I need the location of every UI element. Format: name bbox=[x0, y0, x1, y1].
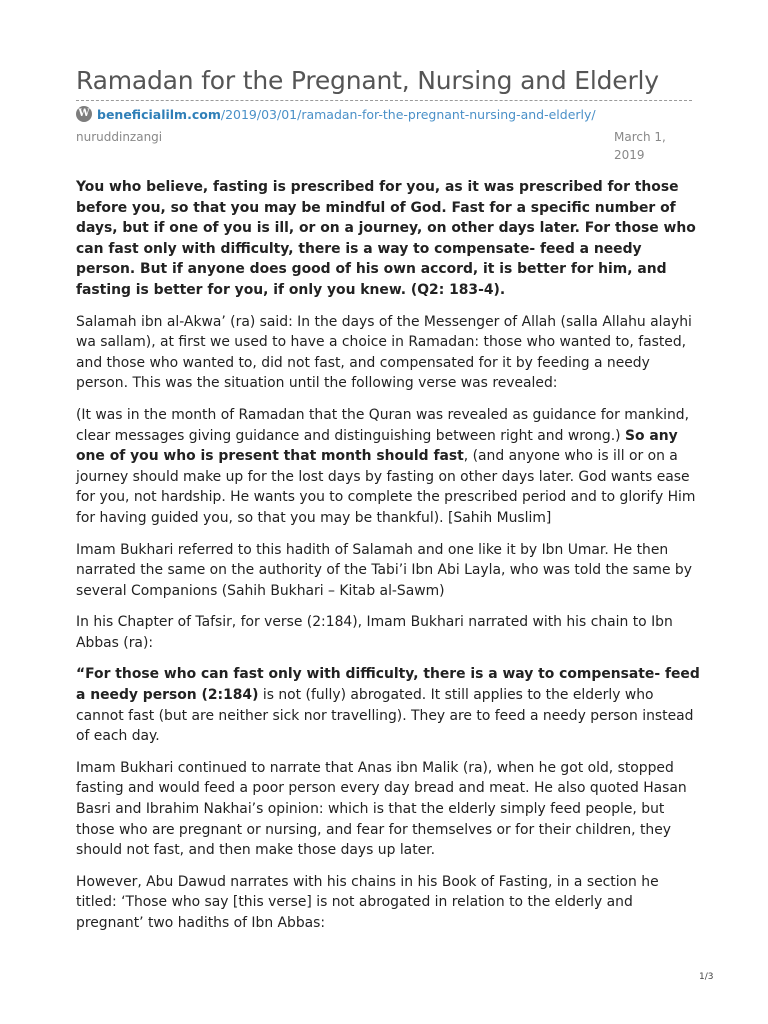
paragraph-ibn-abbas-quote bbox=[76, 664, 701, 746]
paragraph-verse-revealed bbox=[76, 405, 701, 529]
source-domain-link[interactable]: beneficialilm.com bbox=[97, 106, 221, 122]
paragraph-quran-verse bbox=[76, 177, 701, 301]
page-number: 1/3 bbox=[699, 972, 714, 982]
source-line bbox=[76, 104, 596, 124]
paragraph-abu-dawud: However, Abu Dawud narrates with his chains in his Book of Fasting, in a section he titled: ‘Those who say [this verse] is not abrogated in relation to the elderly and pregnant’ two hadiths of Ibn Abbas: bbox=[76, 873, 659, 931]
publish-date-line1: March 1, bbox=[614, 130, 666, 144]
verse-text-bold: So any one of you who is present that month should fast bbox=[76, 427, 678, 465]
verse-text-part2: , (and anyone who is ill or on a journey should make up for the lost days by fasting on other days later. God wants ease for you, not hardship. He wants you to complete the prescribed period and to glorify Him for having guided you, so that you may be thankful). [Sahih Muslim] bbox=[76, 448, 696, 526]
paragraph-salamah: Salamah ibn al-Akwa’ (ra) said: In the days of the Messenger of Allah (salla Allahu alayhi wa sallam), at first we used to have a choice in Ramadan: those who wanted to, fasted, and those who wanted to, did not fast, and compensated for it by feeding a needy person. This was the situation until the following verse was revealed: bbox=[76, 313, 692, 392]
author-name: nuruddinzangi bbox=[76, 130, 163, 144]
title-divider bbox=[76, 100, 692, 101]
wordpress-icon: W bbox=[76, 106, 92, 122]
ibn-abbas-quote-bold: “For those who can fast only with difficulty, there is a way to compensate- feed a needy person (2:184) bbox=[76, 666, 700, 704]
article-body bbox=[76, 177, 701, 945]
source-path-link[interactable]: /2019/03/01/ramadan-for-the-pregnant-nursing-and-elderly/ bbox=[220, 106, 596, 122]
paragraph-anas-ibn-malik: Imam Bukhari continued to narrate that Anas ibn Malik (ra), when he got old, stopped fasting and would feed a poor person every day bread and meat. He also quoted Hasan Basri and Ibrahim Nakhai’s opinion: which is that the elderly simply feed people, but those who are pregnant or nursing, and fear for themselves or for their children, they should not fast, and then make those days up later. bbox=[76, 759, 687, 859]
publish-date bbox=[614, 128, 694, 164]
page-title: Ramadan for the Pregnant, Nursing and Elderly bbox=[76, 66, 659, 95]
quran-verse-text: You who believe, fasting is prescribed for you, as it was prescribed for those before you, so that you may be mindful of God. Fast for a specific number of days, but if one of you is ill, or on a journey, on other days later. For those who can fast only with difficulty, there is a way to compensate- feed a needy person. But if anyone does good of his own accord, it is better for him, and fasting is better for you, if only you knew. (Q2: 183-4). bbox=[76, 179, 696, 298]
verse-text-part1: (It was in the month of Ramadan that the Quran was revealed as guidance for mankind, clear messages giving guidance and distinguishing between right and wrong.) bbox=[76, 406, 690, 444]
publish-date-line2: 2019 bbox=[614, 148, 645, 162]
paragraph-bukhari-reference: Imam Bukhari referred to this hadith of Salamah and one like it by Ibn Umar. He then narrated the same on the authority of the Tabi’i Ibn Abi Layla, who was told the same by several Companions (Sahih Bukhari – Kitab al-Sawm) bbox=[76, 541, 692, 599]
ibn-abbas-quote-rest: is not (fully) abrogated. It still applies to the elderly who cannot fast (but are neither sick nor travelling). They are to feed a needy person instead of each day. bbox=[76, 687, 694, 745]
paragraph-tafsir: In his Chapter of Tafsir, for verse (2:184), Imam Bukhari narrated with his chain to Ibn Abbas (ra): bbox=[76, 614, 673, 651]
